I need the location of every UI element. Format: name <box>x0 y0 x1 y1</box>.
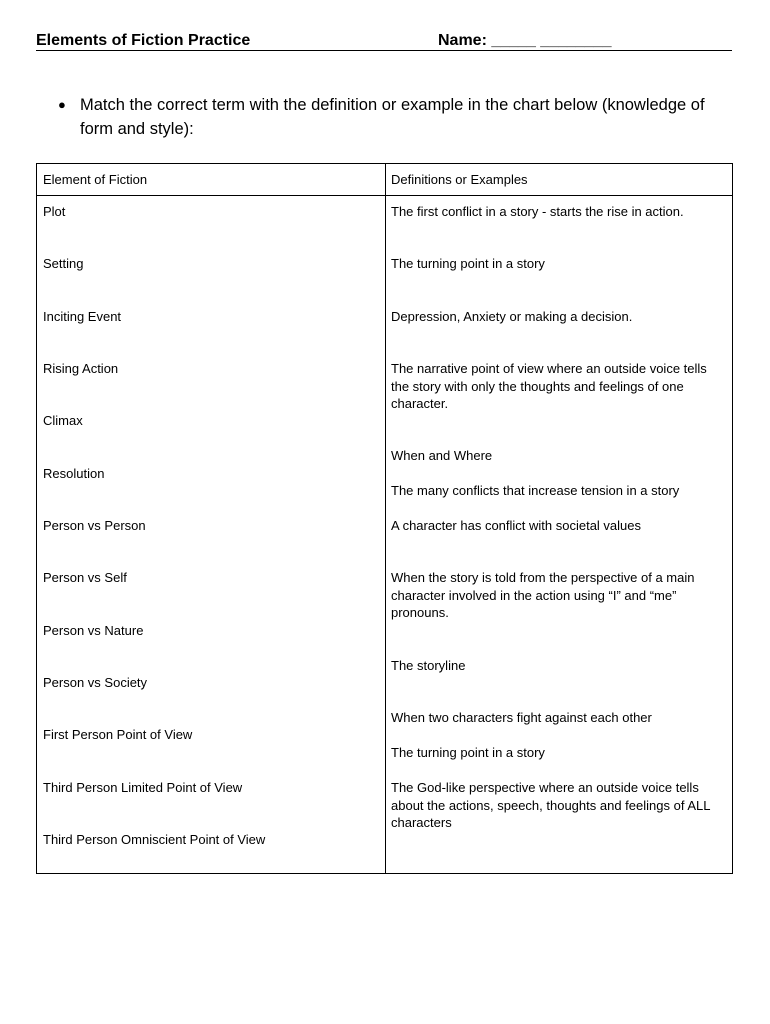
definition-cell: The storyline <box>391 658 466 673</box>
term-cell: Climax <box>43 413 83 428</box>
definition-cell: When two characters fight against each other <box>391 710 652 725</box>
definition-cell: The first conflict in a story - starts the rise in action. <box>391 204 684 219</box>
definition-cell: The turning point in a story <box>391 745 545 760</box>
definition-cell: The turning point in a story <box>391 256 545 271</box>
term-cell: Setting <box>43 256 84 271</box>
definition-cell: When the story is told from the perspective of a main character involved in the action using “I” and “me” pronouns. <box>391 570 695 620</box>
term-cell: Person vs Person <box>43 518 146 533</box>
worksheet-title: Elements of Fiction Practice <box>36 32 251 49</box>
column-header-element: Element of Fiction <box>43 172 148 187</box>
definition-cell: When and Where <box>391 448 493 463</box>
instruction-text: Match the correct term with the definition or example in the chart below (knowledge of form and style): <box>80 96 705 138</box>
column-header-definitions: Definitions or Examples <box>391 172 528 187</box>
term-cell: Resolution <box>43 466 105 481</box>
definition-cell: The narrative point of view where an outside voice tells the story with only the thoughts and feelings of one character. <box>391 361 707 411</box>
bullet-icon: ● <box>58 97 66 112</box>
matching-chart <box>36 163 733 874</box>
definition-cell: A character has conflict with societal values <box>391 518 642 533</box>
term-cell: Inciting Event <box>43 309 122 324</box>
definition-cell: The many conflicts that increase tension in a story <box>391 483 680 498</box>
name-field-label: Name: _____ ________ <box>438 32 612 49</box>
definition-cell: Depression, Anxiety or making a decision. <box>391 309 633 324</box>
column-divider <box>385 164 386 873</box>
header-divider <box>37 195 732 196</box>
definition-cell: The God-like perspective where an outside voice tells about the actions, speech, thoughts and feelings of ALL characters <box>391 780 710 830</box>
term-cell: First Person Point of View <box>43 727 193 742</box>
term-cell: Rising Action <box>43 361 119 376</box>
instruction-item <box>58 93 738 141</box>
term-cell: Plot <box>43 204 66 219</box>
term-cell: Person vs Self <box>43 570 127 585</box>
term-cell: Person vs Society <box>43 675 148 690</box>
worksheet-header <box>36 32 732 54</box>
header-underline <box>36 50 732 51</box>
term-cell: Person vs Nature <box>43 623 144 638</box>
term-cell: Third Person Limited Point of View <box>43 780 243 795</box>
term-cell: Third Person Omniscient Point of View <box>43 832 266 847</box>
